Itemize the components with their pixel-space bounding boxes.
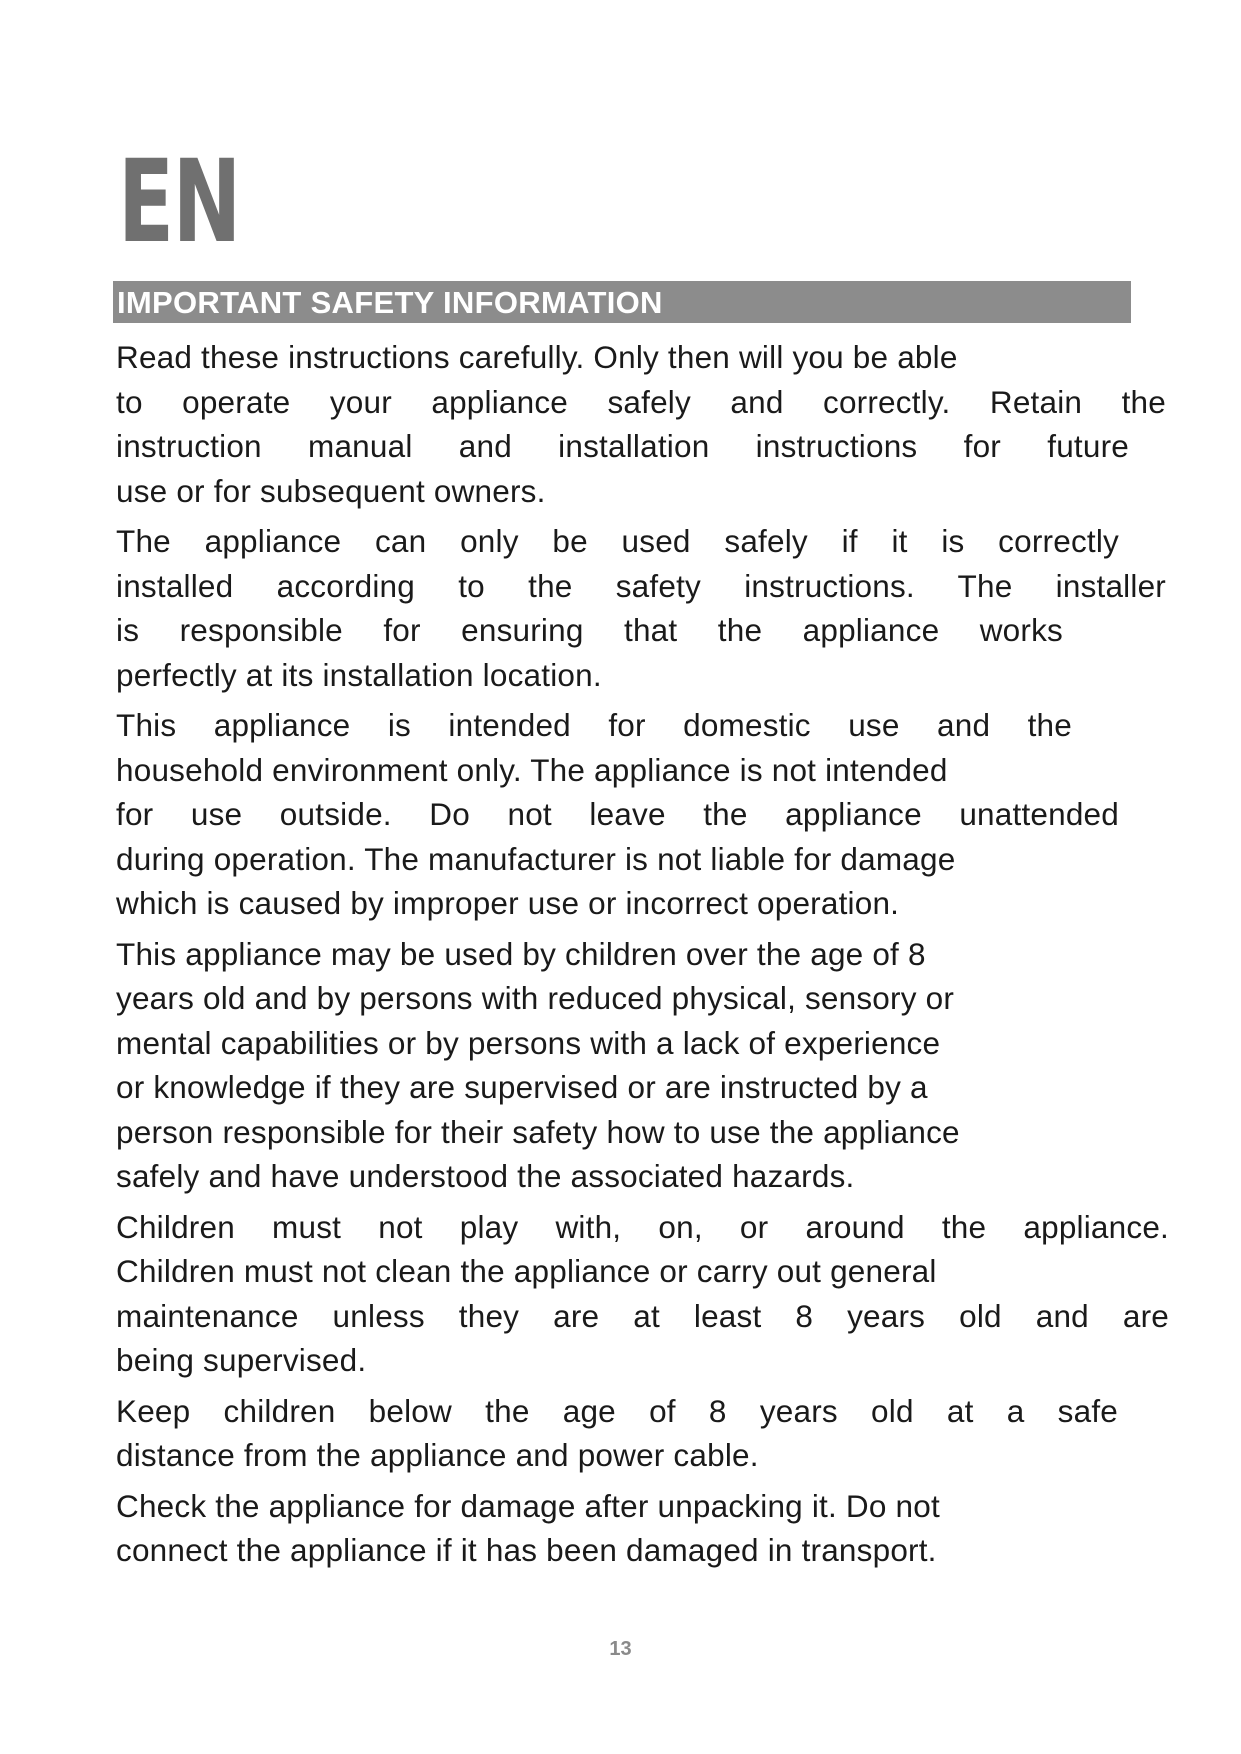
- text-line: This appliance may be used by children over the age of 8: [116, 935, 926, 972]
- paragraph-children-play: [116, 1205, 1180, 1383]
- language-code-heading: EN: [118, 135, 240, 268]
- text-line: connect the appliance if it has been damaged in transport.: [116, 1532, 937, 1568]
- text-line: or knowledge if they are supervised or are instructed by a: [116, 1069, 928, 1105]
- text-line: maintenance unless they are at least 8 years old and are: [116, 1297, 1169, 1334]
- text-line: to operate your appliance safely and correctly. Retain the: [116, 383, 1166, 420]
- section-title: IMPORTANT SAFETY INFORMATION: [117, 285, 663, 320]
- text-line: perfectly at its installation location.: [116, 656, 602, 693]
- text-line: which is caused by improper use or incorrect operation.: [116, 885, 900, 921]
- paragraph-read-instructions: [116, 335, 1180, 513]
- text-line: years old and by persons with reduced physical, sensory or: [116, 980, 955, 1016]
- text-line: Check the appliance for damage after unpacking it. Do not: [116, 1487, 940, 1524]
- text-line: The appliance can only be used safely if it is correctly: [116, 523, 1119, 559]
- text-line: Keep children below the age of 8 years old at a safe: [116, 1392, 1118, 1429]
- safety-text-body: [116, 335, 1180, 1579]
- text-line: is responsible for ensuring that the appliance works: [116, 612, 1063, 648]
- text-line: This appliance is intended for domestic use and the: [116, 707, 1072, 743]
- text-line: Children must not play with, on, or around the appliance.: [116, 1208, 1169, 1245]
- paragraph-children-persons: [116, 932, 1180, 1199]
- paragraph-domestic-use: [116, 703, 1180, 926]
- text-line: installed according to the safety instructions. The installer: [116, 567, 1166, 604]
- text-line: being supervised.: [116, 1342, 367, 1378]
- text-line: Read these instructions carefully. Only then will you be able: [116, 339, 958, 375]
- text-line: for use outside. Do not leave the appliance unattended: [116, 796, 1119, 832]
- text-line: during operation. The manufacturer is not liable for damage: [116, 840, 956, 877]
- text-line: instruction manual and installation instructions for future: [116, 428, 1129, 464]
- text-line: distance from the appliance and power cable.: [116, 1437, 759, 1473]
- text-line: safely and have understood the associated hazards.: [116, 1158, 855, 1194]
- text-line: household environment only. The appliance is not intended: [116, 751, 948, 788]
- text-line: use or for subsequent owners.: [116, 472, 546, 509]
- paragraph-correct-installation: [116, 519, 1180, 697]
- text-line: person responsible for their safety how to use the appliance: [116, 1113, 960, 1150]
- text-line: mental capabilities or by persons with a lack of experience: [116, 1024, 941, 1061]
- text-line: Children must not clean the appliance or carry out general: [116, 1253, 937, 1289]
- paragraph-safe-distance: [116, 1389, 1180, 1478]
- section-header-bar: [113, 281, 1131, 323]
- page-number: 13: [609, 1638, 632, 1660]
- paragraph-check-damage: [116, 1484, 1180, 1573]
